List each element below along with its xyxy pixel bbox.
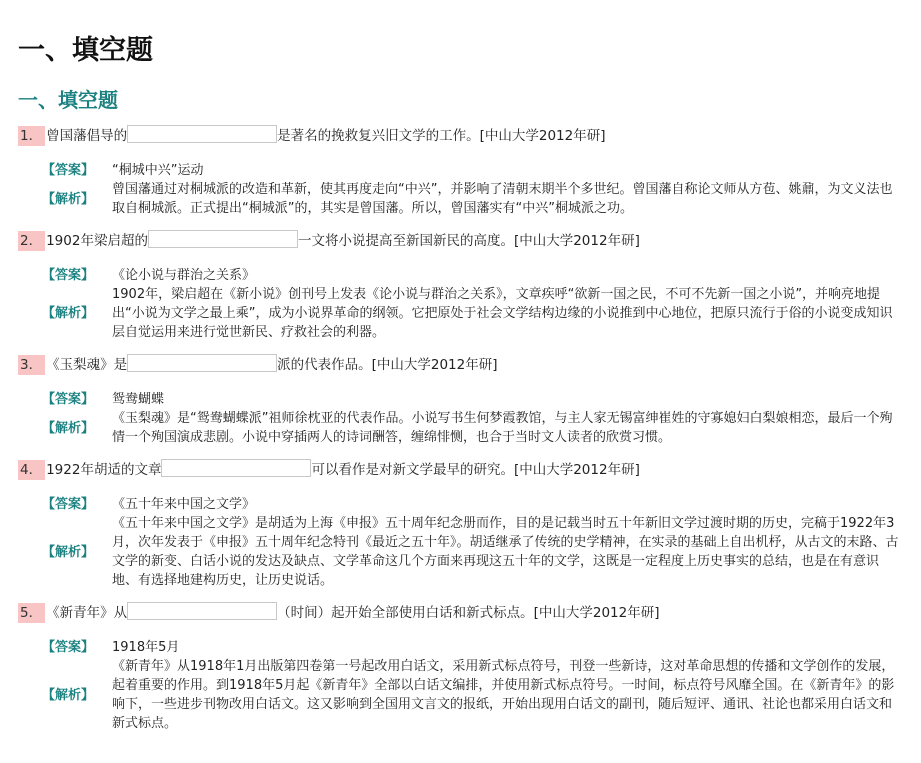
question-text-before: 1902年梁启超的: [46, 233, 148, 249]
question-line: [18, 125, 903, 145]
answer-text: 1918年5月: [112, 640, 180, 655]
answer-tag: 【答案】: [42, 640, 95, 655]
question-line: [18, 602, 903, 622]
explanation-tag: 【解析】: [42, 687, 95, 703]
explanation-text: 曾国藩通过对桐城派的改造和革新，使其再度走向“中兴”，并影响了清朝末期半个多世纪。曾国藩自称论文师从方苞、姚鼐，为文义法也取自桐城派。正式提出“桐城派”的，其实是曾国藩。所以，曾国藩实有“中兴”桐城派之功。: [112, 182, 893, 216]
explanation-tag: 【解析】: [42, 306, 95, 321]
answer-row: [18, 266, 903, 285]
answer-blank[interactable]: [161, 459, 311, 477]
explanation-tag: 【解析】: [42, 544, 95, 560]
question-number: 5．: [18, 603, 45, 623]
answer-text: 《论小说与群治之关系》: [112, 268, 256, 283]
section-heading-sub: 一、填空题: [18, 88, 118, 112]
question-number: 2．: [18, 231, 45, 251]
question-2: [18, 230, 903, 342]
answer-tag: 【答案】: [42, 497, 95, 512]
question-line: [18, 354, 903, 374]
question-5: [18, 602, 903, 733]
answer-blank[interactable]: [127, 354, 277, 372]
section-heading-main: 一、填空题: [18, 35, 153, 66]
answer-blank[interactable]: [127, 602, 277, 620]
question-line: [18, 459, 903, 479]
explanation-text: 1902年，梁启超在《新小说》创刊号上发表《论小说与群治之关系》，文章疾呼“欲新一国之民，不可不先新一国之小说”，并响亮地提出“小说为文学之最上乘”，成为小说界革命的纲领。它把原处于社会文学结构边缘的小说推到中心地位，把原只流行于俗的小说变成知识层自觉运用来进行觉世新民、疗救社会的利器。: [112, 287, 893, 340]
question-text-after: （时间）起开始全部使用白话和新式标点。[中山大学2012年研]: [277, 605, 660, 621]
question-text-before: 曾国藩倡导的: [46, 128, 128, 144]
explanation-tag: 【解析】: [42, 191, 95, 207]
explanation-row: [18, 285, 903, 342]
answer-blank[interactable]: [148, 230, 298, 248]
question-text-before: 《玉梨魂》是: [46, 357, 128, 373]
explanation-row: [18, 514, 903, 590]
answer-text: 鸳鸯蝴蝶: [112, 392, 165, 407]
answer-text: “桐城中兴”运动: [112, 163, 204, 178]
answer-row: [18, 390, 903, 409]
explanation-row: [18, 657, 903, 733]
question-3: [18, 354, 903, 447]
answer-row: [18, 495, 903, 514]
explanation-text: 《五十年来中国之文学》是胡适为上海《申报》五十周年纪念册而作，目的是记载当时五十年新旧文学过渡时期的历史，完稿于1922年3月，次年发表于《申报》五十周年纪念特刊《最近之五十年》。胡适继承了传统的史学精神，在实录的基础上自出机杼，从古文的末路、古文学的新变、白话小说的发达及缺点、文学革命这几个方面来再现这五十年的文学，这既是一定程度上历史事实的总结，也是在有意识地、有选择地建构历史，让历史说话。: [112, 516, 899, 588]
question-text-after: 可以看作是对新文学最早的研究。[中山大学2012年研]: [311, 462, 640, 478]
explanation-tag: 【解析】: [42, 420, 95, 436]
question-number: 1．: [18, 126, 45, 146]
answer-tag: 【答案】: [42, 163, 95, 178]
question-text-before: 《新青年》从: [46, 605, 128, 621]
question-number: 4．: [18, 460, 45, 480]
answer-row: [18, 161, 903, 180]
answer-blank[interactable]: [127, 125, 277, 143]
answer-tag: 【答案】: [42, 392, 95, 407]
answer-row: [18, 638, 903, 657]
explanation-text: 《新青年》从1918年1月出版第四卷第一号起改用白话文，采用新式标点符号，刊登一些新诗，这对革命思想的传播和文学创作的发展，起着重要的作用。到1918年5月起《新青年》全部以白话文编排，并使用新式标点符号。一时间，标点符号风靡全国。在《新青年》的影响下，一些进步刊物改用白话文。这又影响到全国用文言文的报纸，开始出现用白话文的副刊，随后短评、通讯、社论也都采用白话文和新式标点。: [112, 659, 895, 731]
question-text-after: 是著名的挽救复兴旧文学的工作。[中山大学2012年研]: [277, 128, 606, 144]
question-line: [18, 230, 903, 250]
question-text-before: 1922年胡适的文章: [46, 462, 162, 478]
question-4: [18, 459, 903, 590]
answer-text: 《五十年来中国之文学》: [112, 497, 256, 512]
answer-tag: 【答案】: [42, 268, 95, 283]
explanation-row: [18, 180, 903, 218]
explanation-text: 《玉梨魂》是“鸳鸯蝴蝶派”祖师徐枕亚的代表作品。小说写书生何梦霞教馆，与主人家无锡富绅崔姓的守寡媳妇白梨娘相恋，最后一个殉情一个殉国演成悲剧。小说中穿插两人的诗词酬答，缠绵悱恻，也合于当时文人读者的欣赏习惯。: [112, 411, 893, 445]
question-text-after: 派的代表作品。[中山大学2012年研]: [277, 357, 498, 373]
question-text-after: 一文将小说提高至新国新民的高度。[中山大学2012年研]: [297, 233, 640, 249]
question-number: 3．: [18, 355, 45, 375]
question-1: [18, 125, 903, 218]
explanation-row: [18, 409, 903, 447]
